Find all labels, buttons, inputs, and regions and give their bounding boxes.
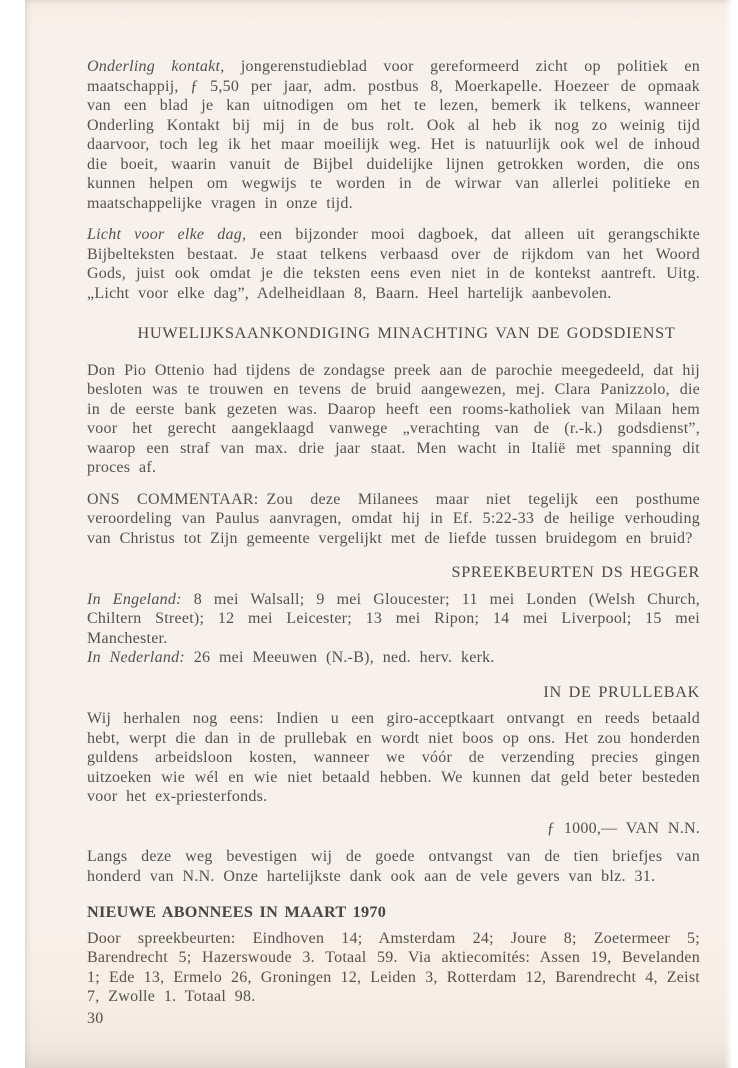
- paragraph-onderling-kontakt-text: jongerenstudieblad voor gereformeerd zicht op politiek en maatschappij, ƒ 5,50 per jaar, adm. postbus 8, Moerkapelle. Hoezeer de opmaak van een blad je kan uitnodigen om het te lezen, bemerk ik telkens, wanneer Onderling Kontakt bij mij in de bus rolt. Ook al heb ik nog zo weinig tijd daarvoor, toch leg ik het maar moeilijk weg. Het is natuurlijk ook wel de inhoud die boeit, waarin vanuit de Bijbel duidelijke lijnen getrokken worden, die ons kunnen helpen om wegwijs te worden in de wirwar van allerlei politieke en maatschappelijke vragen in onze tijd.: [87, 58, 700, 212]
- paragraph-prullebak-text: Wij herhalen nog eens: Indien u een giro-acceptkaart ontvangt en reeds betaald hebt, werpt die dan in de prullebak en wordt niet boos op ons. Het zou honderden guldens arbeidsloon kosten, wanneer we vóór de verzending precies gingen uitzoeken wie wél en wie niet betaald hebben. We kunnen dat geld beter besteden voor het ex-priesterfonds.: [87, 710, 700, 805]
- paragraph-langs-deze-weg-text: Langs deze weg bevestigen wij de goede ontvangst van de tien briefjes van honderd van N.N. Onze hartelijkste dank ook aan de vele gevers van blz. 31.: [87, 848, 700, 885]
- italic-title-licht-voor-elke-dag: Licht voor elke dag,: [87, 226, 247, 243]
- page-content: [87, 0, 700, 1028]
- paragraph-in-nederland: [87, 648, 700, 668]
- paragraph-prullebak: [87, 709, 700, 807]
- paragraph-licht-voor-elke-dag-text: een bijzonder mooi dagboek, dat alleen uit gerangschikte Bijbelteksten bestaat. Je staat telkens verbaasd over de rijkdom van het Woord Gods, juist ook omdat je die teksten eens even niet in de kontekst aantreft. Uitg. „Licht voor elke dag”, Adelheidlaan 8, Baarn. Heel hartelijk aanbevolen.: [87, 226, 701, 302]
- ons-commentaar-label: ONS COMMENTAAR:: [87, 490, 259, 508]
- paragraph-ons-commentaar: [87, 490, 700, 549]
- italic-title-onderling-kontakt: Onderling kontakt,: [87, 58, 225, 75]
- page-number: 30: [87, 1009, 104, 1027]
- book-page: [25, 0, 731, 1068]
- paragraph-licht-voor-elke-dag: [87, 225, 700, 303]
- paragraph-ons-commentaar-text: Zou deze Milanees maar niet tegelijk een posthume veroordeling van Paulus aanvragen, omdat hij in Ef. 5:22-33 de heilige verhouding van Christus tot Zijn gemeente vergelijkt met de liefde tussen bruidegom en bruid?: [87, 490, 701, 547]
- italic-label-in-engeland: In Engeland:: [87, 590, 182, 608]
- paragraph-langs-deze-weg: [87, 847, 700, 886]
- italic-label-in-nederland: In Nederland:: [87, 649, 185, 666]
- paragraph-onderling-kontakt: [87, 57, 700, 213]
- paragraph-don-pio-text: Don Pio Ottenio had tijdens de zondagse preek aan de parochie meegedeeld, dat hij besloten was te trouwen en tevens de bruid aangewezen, mej. Clara Panizzolo, die in de eerste bank gezeten was. Daarop heeft een rooms-katholiek van Milaan hem voor het gerecht aangeklaagd vanwege „verachting van de (r.-k.) godsdienst”, waarop een straf van max. drie jaar staat. Men wacht in Italië met spanning dit proces af.: [87, 361, 700, 476]
- paragraph-in-engeland-text: 8 mei Walsall; 9 mei Gloucester; 11 mei Londen (Welsh Church, Chiltern Street); 12 mei Leicester; 13 mei Ripon; 14 mei Liverpool; 15 mei Manchester.: [87, 590, 700, 647]
- donation-line-f1000-van-nn: ƒ 1000,— VAN N.N.: [546, 819, 700, 837]
- paragraph-nieuwe-abonnees-text: Door spreekbeurten: Eindhoven 14; Amsterdam 24; Joure 8; Zoetermeer 5; Barendrecht 5; Hazerswoude 3. Totaal 59. Via aktiecomités: Assen 19, Bevelanden 1; Ede 13, Ermelo 26, Groningen 12, Leiden 3, Rotterdam 12, Barendrecht 4, Zeist 7, Zwolle 1. Totaal 98.: [87, 929, 700, 1005]
- paragraph-don-pio: [87, 361, 700, 478]
- paragraph-in-engeland: [87, 590, 700, 649]
- heading-in-de-prullebak: IN DE PRULLEBAK: [543, 682, 700, 701]
- heading-nieuwe-abonnees: NIEUWE ABONNEES IN MAART 1970: [87, 903, 387, 921]
- heading-spreekbeurten-ds-hegger: SPREEKBEURTEN DS HEGGER: [451, 563, 700, 581]
- paragraph-nieuwe-abonnees: [87, 929, 700, 1007]
- paragraph-in-nederland-text: 26 mei Meeuwen (N.-B), ned. herv. kerk.: [184, 649, 495, 666]
- heading-huwelijksaankondiging: HUWELIJKSAANKONDIGING MINACHTING VAN DE GODSDIENST: [137, 324, 676, 342]
